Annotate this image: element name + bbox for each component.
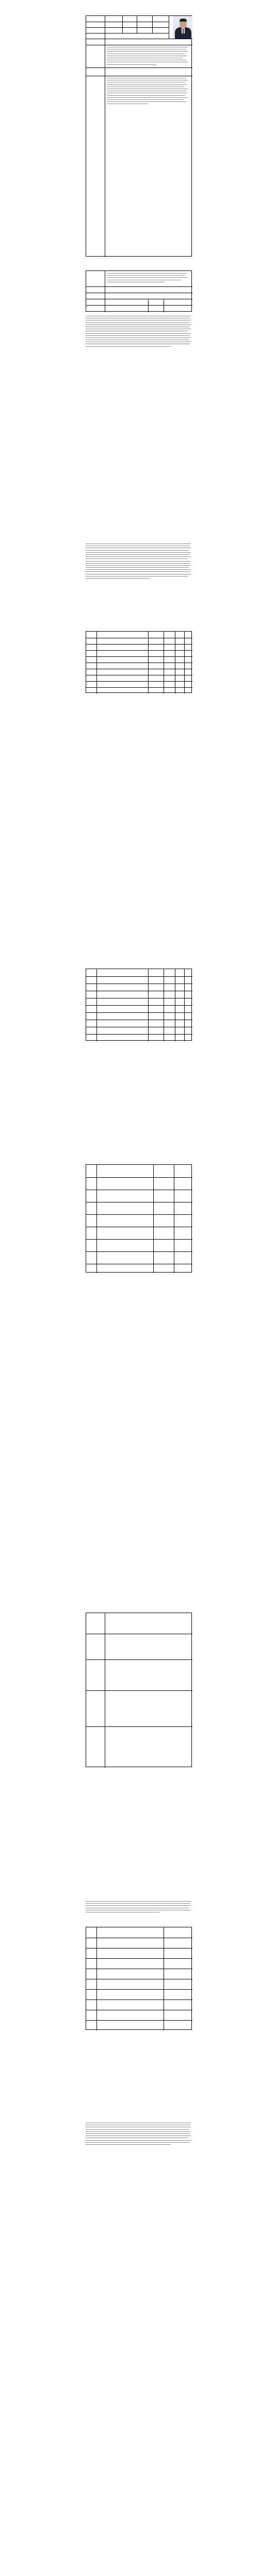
form-table xyxy=(86,1613,192,1767)
paper-list-table xyxy=(86,1164,192,1273)
portrait-photo xyxy=(173,16,192,39)
text-block xyxy=(107,47,189,66)
paragraph-text xyxy=(86,544,192,580)
page-4 xyxy=(76,966,200,1149)
paragraph-text xyxy=(86,2123,192,2146)
page-8 xyxy=(76,2102,200,2576)
records-table xyxy=(86,631,192,693)
paragraph-text xyxy=(86,1901,192,1914)
records-table xyxy=(86,969,192,1041)
profile-form xyxy=(86,15,192,257)
page-7 xyxy=(76,1880,200,2102)
page-5 xyxy=(76,1149,200,1592)
page-2 xyxy=(76,265,200,528)
page-3 xyxy=(76,528,200,966)
records-table xyxy=(86,1927,192,2030)
form-table xyxy=(86,270,192,312)
text-block xyxy=(107,78,189,106)
text-block xyxy=(107,273,189,284)
paragraph-text xyxy=(86,316,192,348)
document-title xyxy=(76,10,200,15)
page-6 xyxy=(76,1592,200,1880)
page-1 xyxy=(76,0,200,265)
